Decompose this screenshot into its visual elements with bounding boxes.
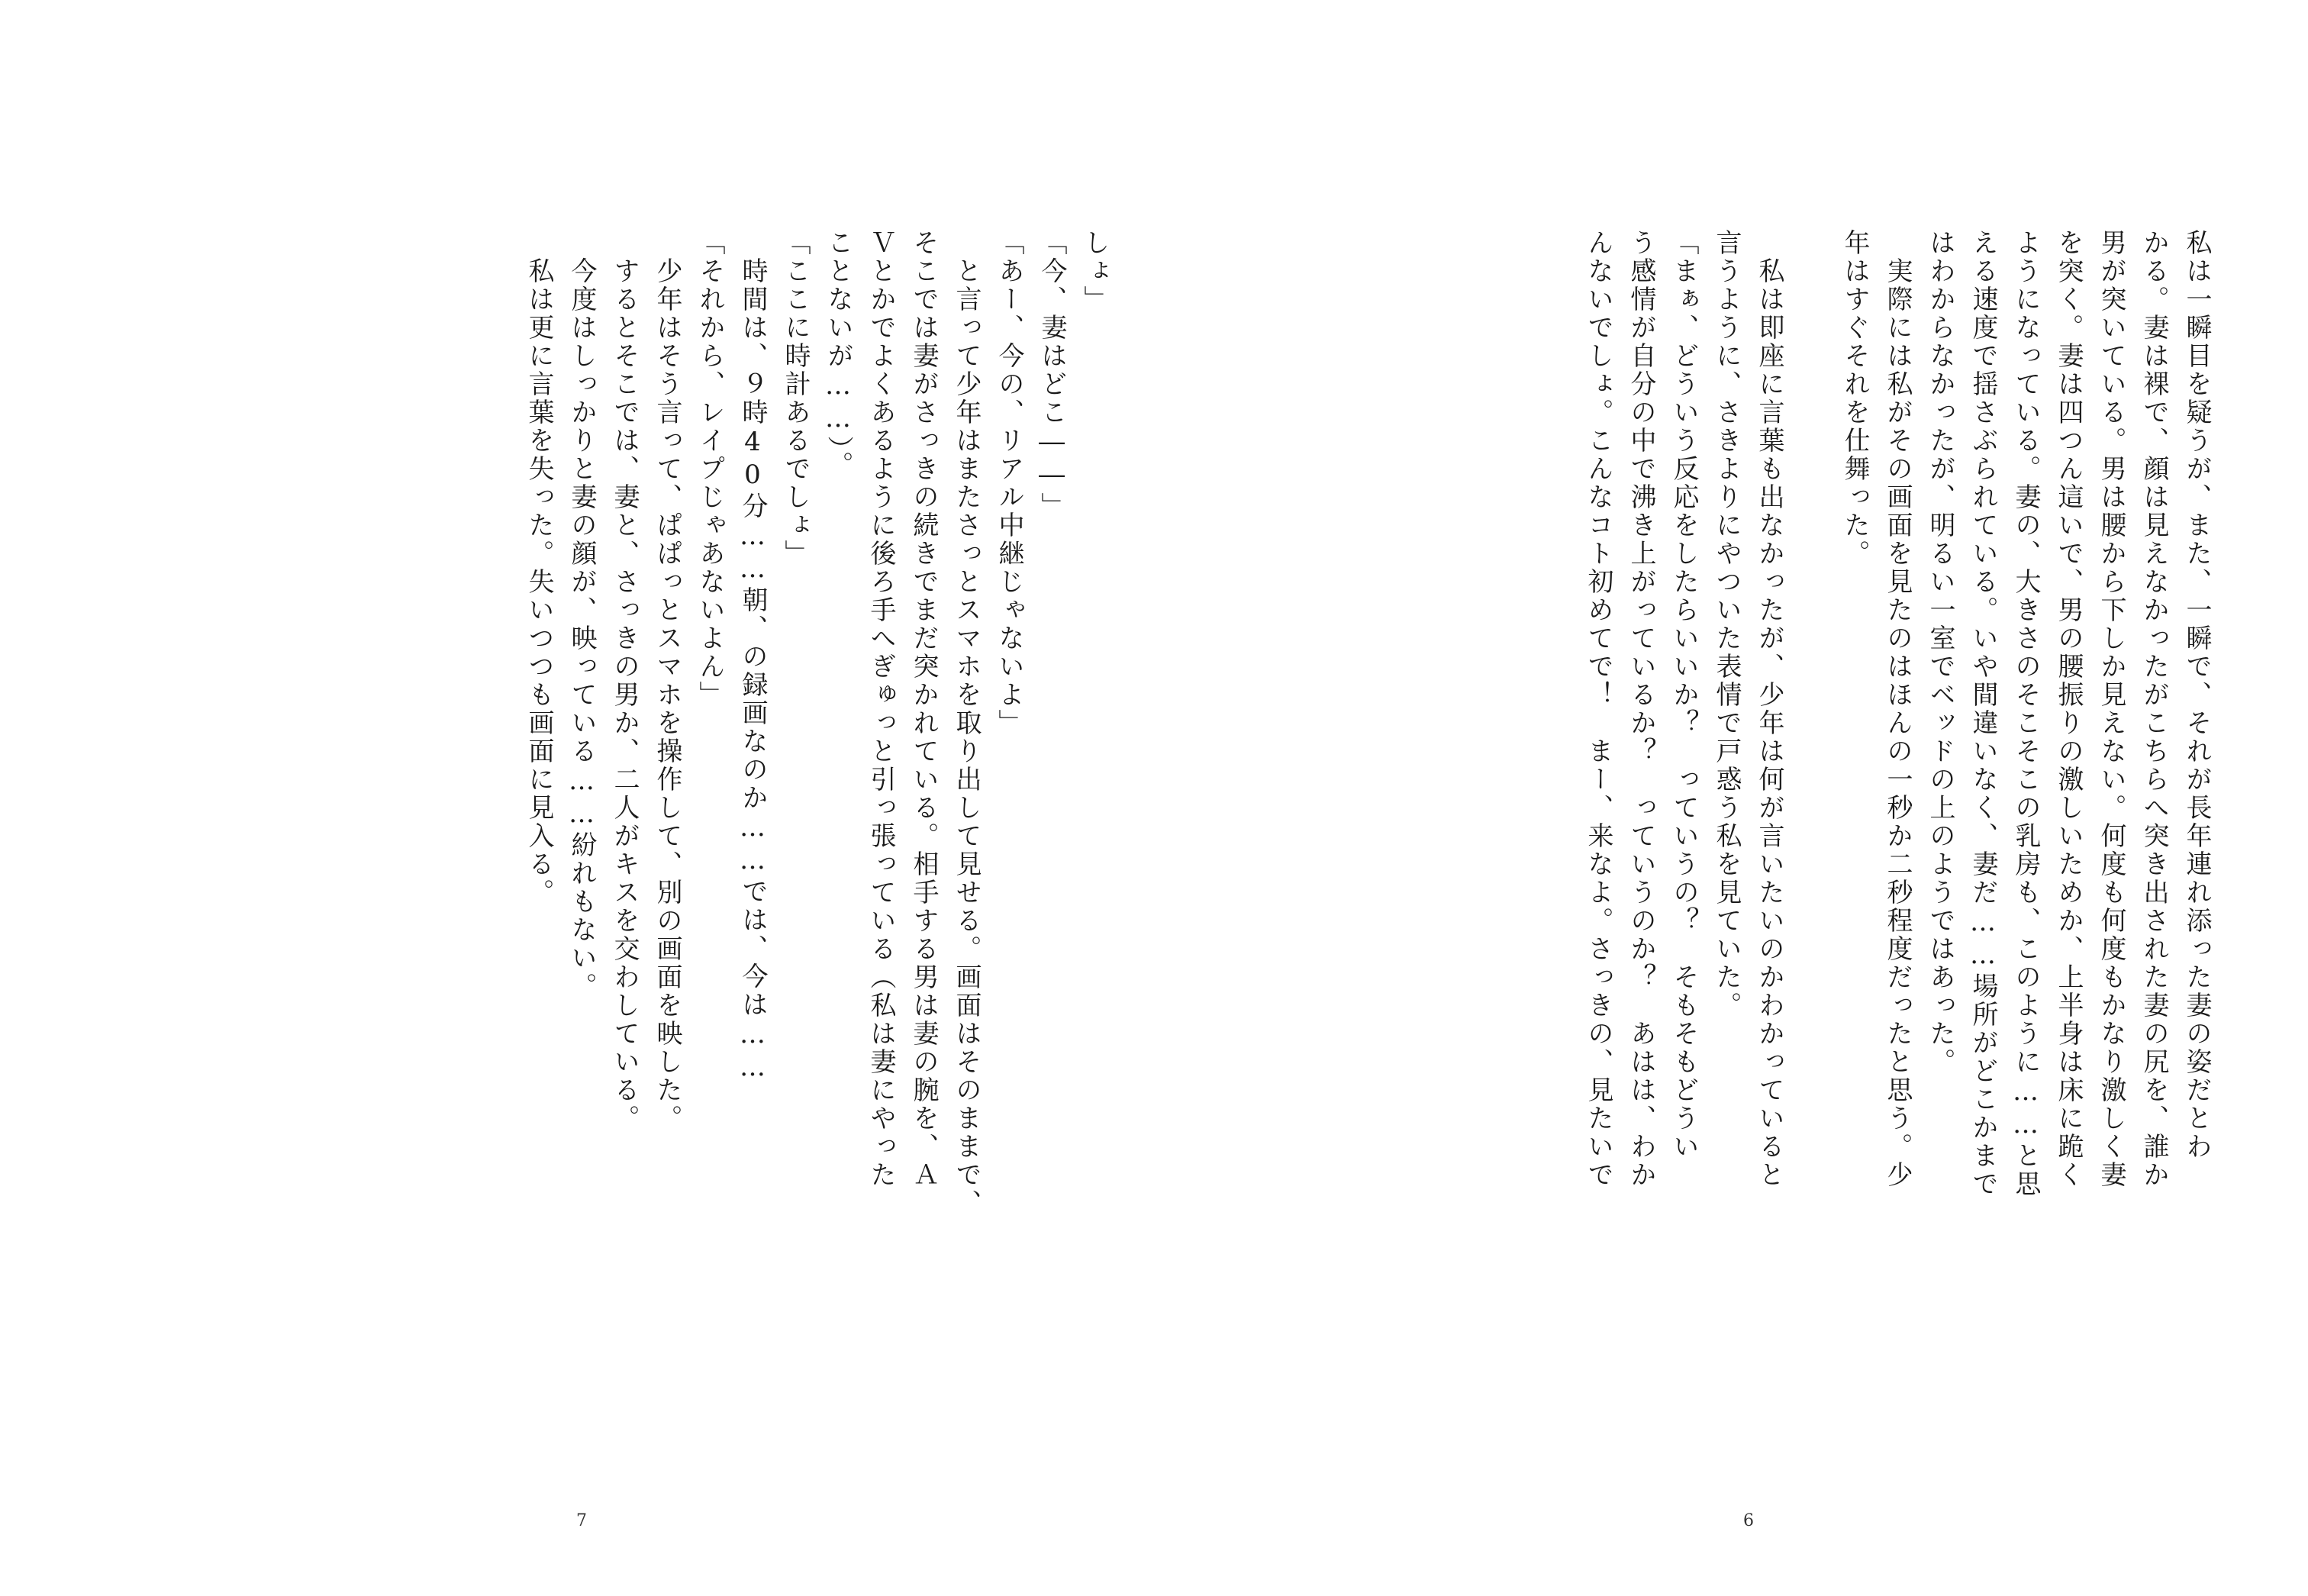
text-line: 言うように、さきよりにやついた表情で戸惑う私を見ていた。 xyxy=(1711,229,1742,1020)
text-line: 私は即座に言葉も出なかったが、少年は何が言いたいのかわかっていると xyxy=(1754,229,1784,1189)
text-line: 「それから、レイプじゃあないよん」 xyxy=(695,229,725,709)
text-line: Ｖとかでよくあるように後ろ手へぎゅっと引っ張っている（私は妻にやった xyxy=(866,229,896,1189)
text-line: 少年はそう言って、ぱぱっとスマホを操作して、別の画面を映した。 xyxy=(652,229,682,1133)
text-line: 私は一瞬目を疑うが、また、一瞬で、それが長年連れ添った妻の姿だとわ xyxy=(2181,229,2212,1161)
text-line: んないでしょ。こんなコト初めてで！ まー、来なよ。さっきの、見たいで xyxy=(1583,229,1613,1189)
text-line: 時間は、９時40分……朝、の録画なのか……では、今は…… xyxy=(737,229,768,1085)
right-page xyxy=(1154,0,2308,1596)
text-line: しょ」 xyxy=(1079,229,1110,314)
right-page-text xyxy=(1333,229,2218,1404)
text-line: と言って少年はまたさっとスマホを取り出して見せる。画面はそのままで、 xyxy=(951,229,982,1217)
blank-line xyxy=(1791,229,1833,1404)
text-line: 「ここに時計あるでしょ」 xyxy=(780,229,811,568)
text-line: 「あー、今の、リアル中継じゃないよ」 xyxy=(994,229,1024,737)
text-line: える速度で揺さぶられている。いや間違いなく、妻だ……場所がどこかまで xyxy=(1968,229,1998,1198)
text-line: 今度はしっかりと妻の顔が、映っている……紛れもない。 xyxy=(566,229,597,1001)
text-line: 年はすぐそれを仕舞った。 xyxy=(1839,229,1870,568)
page-number: 6 xyxy=(1743,1511,1754,1530)
text-line: 「今、妻はどこ――」 xyxy=(1036,229,1067,521)
text-line: ことないが……）。 xyxy=(823,229,853,479)
text-line: 「まぁ、どういう反応をしたらいいか？ っていうの？ そもそもどうい xyxy=(1668,229,1699,1161)
text-line: するとそこでは、妻と、さっきの男か、二人がキスを交わしている。 xyxy=(609,229,640,1133)
text-line: ようになっている。妻の、大きさのそこそこの乳房も、このように……と思 xyxy=(2010,229,2041,1198)
text-line: そこでは妻がさっきの続きでまだ突かれている。相手する男は妻の腕を、Ａ xyxy=(908,229,939,1189)
text-line: 実際には私がその画面を見たのはほんの一秒か二秒程度だったと思う。少 xyxy=(1882,229,1913,1189)
page-number: 7 xyxy=(576,1511,587,1530)
text-line: はわからなかったが、明るい一室でベッドの上のようではあった。 xyxy=(1925,229,1955,1076)
text-line: う感情が自分の中で沸き上がっているか？ っていうのか？ あはは、わか xyxy=(1626,229,1656,1189)
text-line: を突く。妻は四つん這いで、男の腰振りの激しいためか、上半身は床に跪く xyxy=(2053,229,2084,1189)
left-page-text xyxy=(208,229,1116,1404)
text-line: かる。妻は裸で、顔は見えなかったがこちらへ突き出された妻の尻を、誰か xyxy=(2139,229,2169,1189)
text-line: 男が突いている。男は腰から下しか見えない。何度も何度もかなり激しく妻 xyxy=(2096,229,2126,1189)
text-line: 私は更に言葉を失った。失いつつも画面に見入る。 xyxy=(524,229,554,907)
